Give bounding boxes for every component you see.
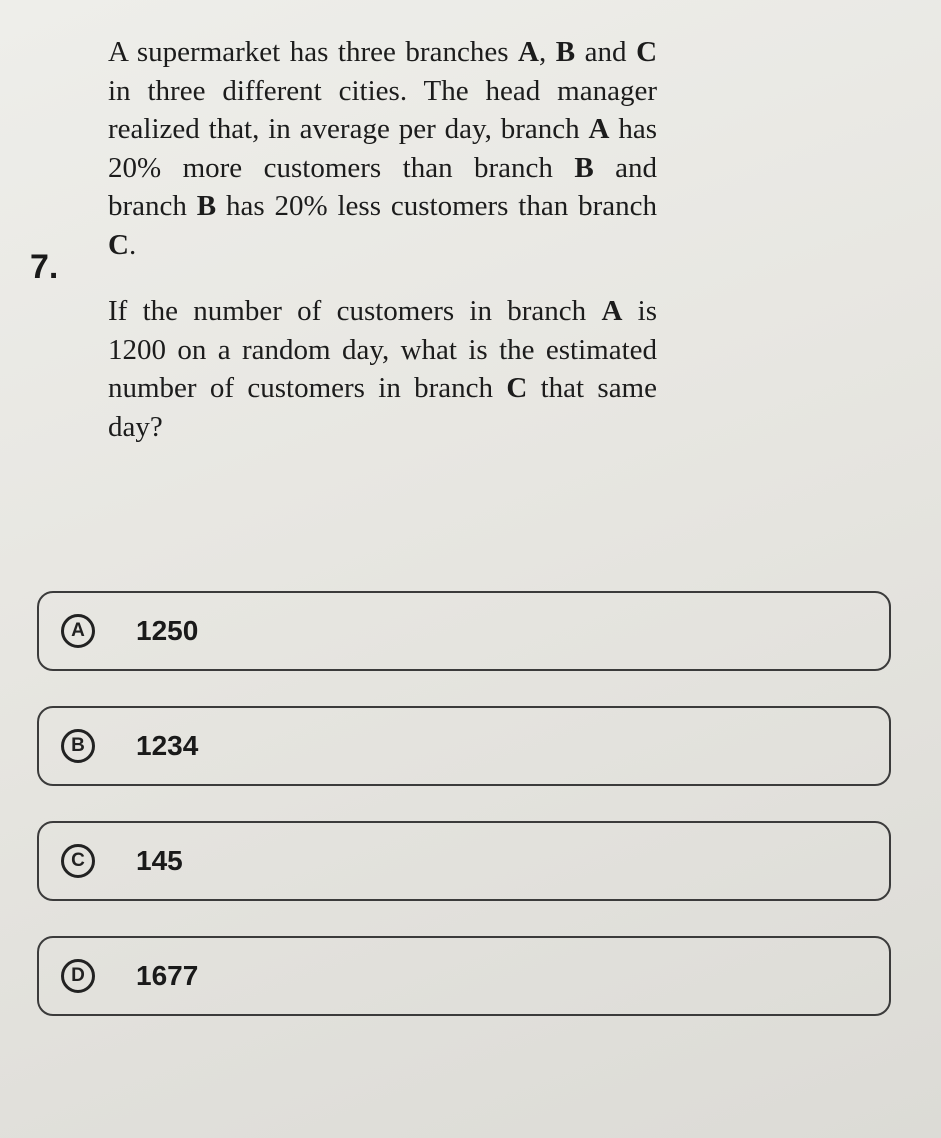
branch-label: C [636, 36, 658, 68]
text-segment: is 1200 on a random day, what is the estimated number of customers in branch [108, 295, 658, 404]
text-segment: has 20% more customers than branch [108, 113, 657, 184]
text-segment: has 20% less customers than branch [216, 190, 657, 222]
branch-label: B [196, 190, 217, 222]
question-text-paragraph-2 [108, 292, 657, 446]
answer-option-a[interactable] [37, 591, 891, 671]
option-letter-badge: C [61, 844, 95, 878]
branch-label: C [506, 372, 528, 404]
branch-label: B [555, 36, 576, 68]
question-number: 7. [30, 248, 59, 286]
text-segment: A supermarket has three branches [108, 36, 519, 68]
question-text-paragraph-1 [108, 33, 657, 264]
option-letter-badge: B [61, 729, 95, 763]
text-segment: in three different cities. The head manager realized that, in average per day, branch [108, 74, 657, 145]
option-value: 145 [136, 845, 183, 876]
text-segment: and [575, 36, 637, 68]
option-value: 1234 [136, 730, 199, 761]
branch-label: A [588, 113, 610, 145]
text-segment: that same day? [108, 372, 657, 443]
branch-label: B [574, 151, 594, 184]
branch-label: C [108, 228, 129, 261]
option-letter-badge: A [61, 614, 95, 648]
text-segment: . [128, 228, 137, 261]
answer-option-c[interactable] [37, 821, 891, 901]
text-segment: If the number of customers in branch [108, 295, 602, 327]
option-value: 1250 [136, 615, 199, 646]
option-letter-badge: D [61, 959, 95, 993]
text-segment: and branch [108, 151, 657, 222]
option-value: 1677 [136, 960, 199, 991]
branch-label: A [518, 36, 539, 68]
text-segment: , [538, 36, 556, 68]
branch-label: A [601, 295, 623, 327]
answer-option-d[interactable] [37, 936, 891, 1016]
answer-option-b[interactable] [37, 706, 891, 786]
